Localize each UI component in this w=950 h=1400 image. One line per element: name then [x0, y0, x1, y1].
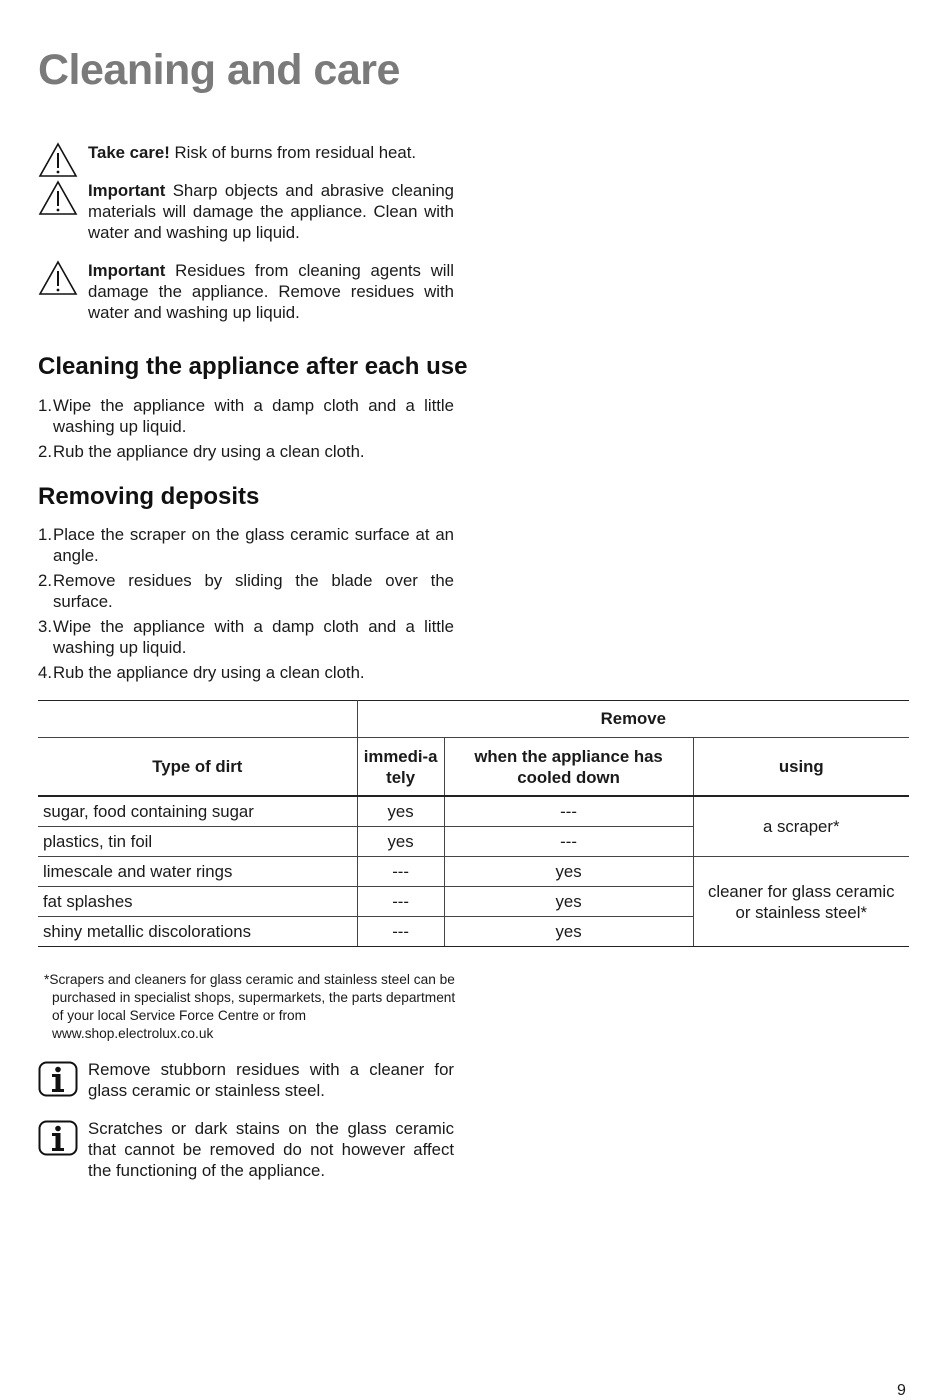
dirt-removal-table: [38, 700, 909, 947]
table-corner: [38, 701, 357, 738]
cell-type: plastics, tin foil: [38, 827, 357, 857]
warning-text: Residues from cleaning agents will damage the appliance. Remove residues with water and washing up liquid.: [88, 261, 454, 322]
table-row: [38, 796, 909, 827]
list-item: 1. Place the scraper on the glass ceramic surface at an angle.: [38, 525, 454, 565]
cell-type: shiny metallic discolorations: [38, 917, 357, 947]
warning-text: Sharp objects and abrasive cleaning materials will damage the appliance. Clean with water and washing up liquid.: [88, 181, 454, 242]
section-heading-after-use: Cleaning the appliance after each use: [38, 353, 468, 380]
warning-label: Take care!: [88, 143, 170, 162]
footnote: *Scrapers and cleaners for glass ceramic and stainless steel can be purchased in specialist shops, supermarkets, the parts department of your local Service Force Centre or from www.shop.electrolux.co.uk: [44, 972, 456, 1041]
column-header-using: using: [693, 738, 909, 797]
column-header-cooled: when the appliance has cooled down: [444, 738, 693, 797]
cell-type: fat splashes: [38, 887, 357, 917]
after-use-steps: [38, 395, 454, 466]
info-note: [38, 1118, 454, 1181]
info-icon: [38, 1120, 78, 1156]
cell-immediately: yes: [357, 827, 444, 857]
list-item: 2. Remove residues by sliding the blade over the surface.: [38, 571, 454, 611]
column-header-type: Type of dirt: [38, 738, 357, 797]
list-item: 3. Wipe the appliance with a damp cloth and a little washing up liquid.: [38, 617, 454, 657]
warning-list: [38, 142, 454, 323]
cell-cooled: ---: [444, 827, 693, 857]
deposits-steps: [38, 524, 454, 687]
cell-using: cleaner for glass ceramic or stainless steel*: [693, 857, 909, 947]
column-header-immediately: immedi-ately: [357, 738, 444, 797]
warning-triangle-icon: [38, 260, 78, 296]
info-text: Scratches or dark stains on the glass ceramic that cannot be removed do not however affect the functioning of the appliance.: [88, 1119, 454, 1180]
cell-immediately: ---: [357, 887, 444, 917]
page-title: Cleaning and care: [38, 46, 400, 94]
cell-cooled: ---: [444, 796, 693, 827]
info-text: Remove stubborn residues with a cleaner for glass ceramic or stainless steel.: [88, 1060, 454, 1100]
warning-note: [38, 260, 454, 323]
list-item: 1. Wipe the appliance with a damp cloth and a little washing up liquid.: [38, 396, 454, 436]
info-note: [38, 1059, 454, 1101]
list-item: 2. Rub the appliance dry using a clean cloth.: [38, 442, 365, 461]
cell-cooled: yes: [444, 917, 693, 947]
table-row: [38, 857, 909, 887]
warning-note: [38, 142, 454, 163]
cell-immediately: ---: [357, 917, 444, 947]
cell-immediately: ---: [357, 857, 444, 887]
warning-triangle-icon: [38, 180, 78, 216]
info-list: [38, 1059, 454, 1181]
info-icon: [38, 1061, 78, 1097]
section-heading-deposits: Removing deposits: [38, 483, 260, 510]
table-group-header: Remove: [357, 701, 909, 738]
cell-type: limescale and water rings: [38, 857, 357, 887]
warning-note: [38, 180, 454, 243]
page-number: 9: [897, 1382, 906, 1399]
cell-cooled: yes: [444, 857, 693, 887]
cell-cooled: yes: [444, 887, 693, 917]
cell-immediately: yes: [357, 796, 444, 827]
warning-label: Important: [88, 261, 166, 280]
warning-text: Risk of burns from residual heat.: [174, 143, 417, 162]
cell-using: a scraper*: [693, 796, 909, 857]
warning-triangle-icon: [38, 142, 78, 178]
cell-type: sugar, food containing sugar: [38, 796, 357, 827]
warning-label: Important: [88, 181, 166, 200]
list-item: 4. Rub the appliance dry using a clean cloth.: [38, 663, 365, 682]
